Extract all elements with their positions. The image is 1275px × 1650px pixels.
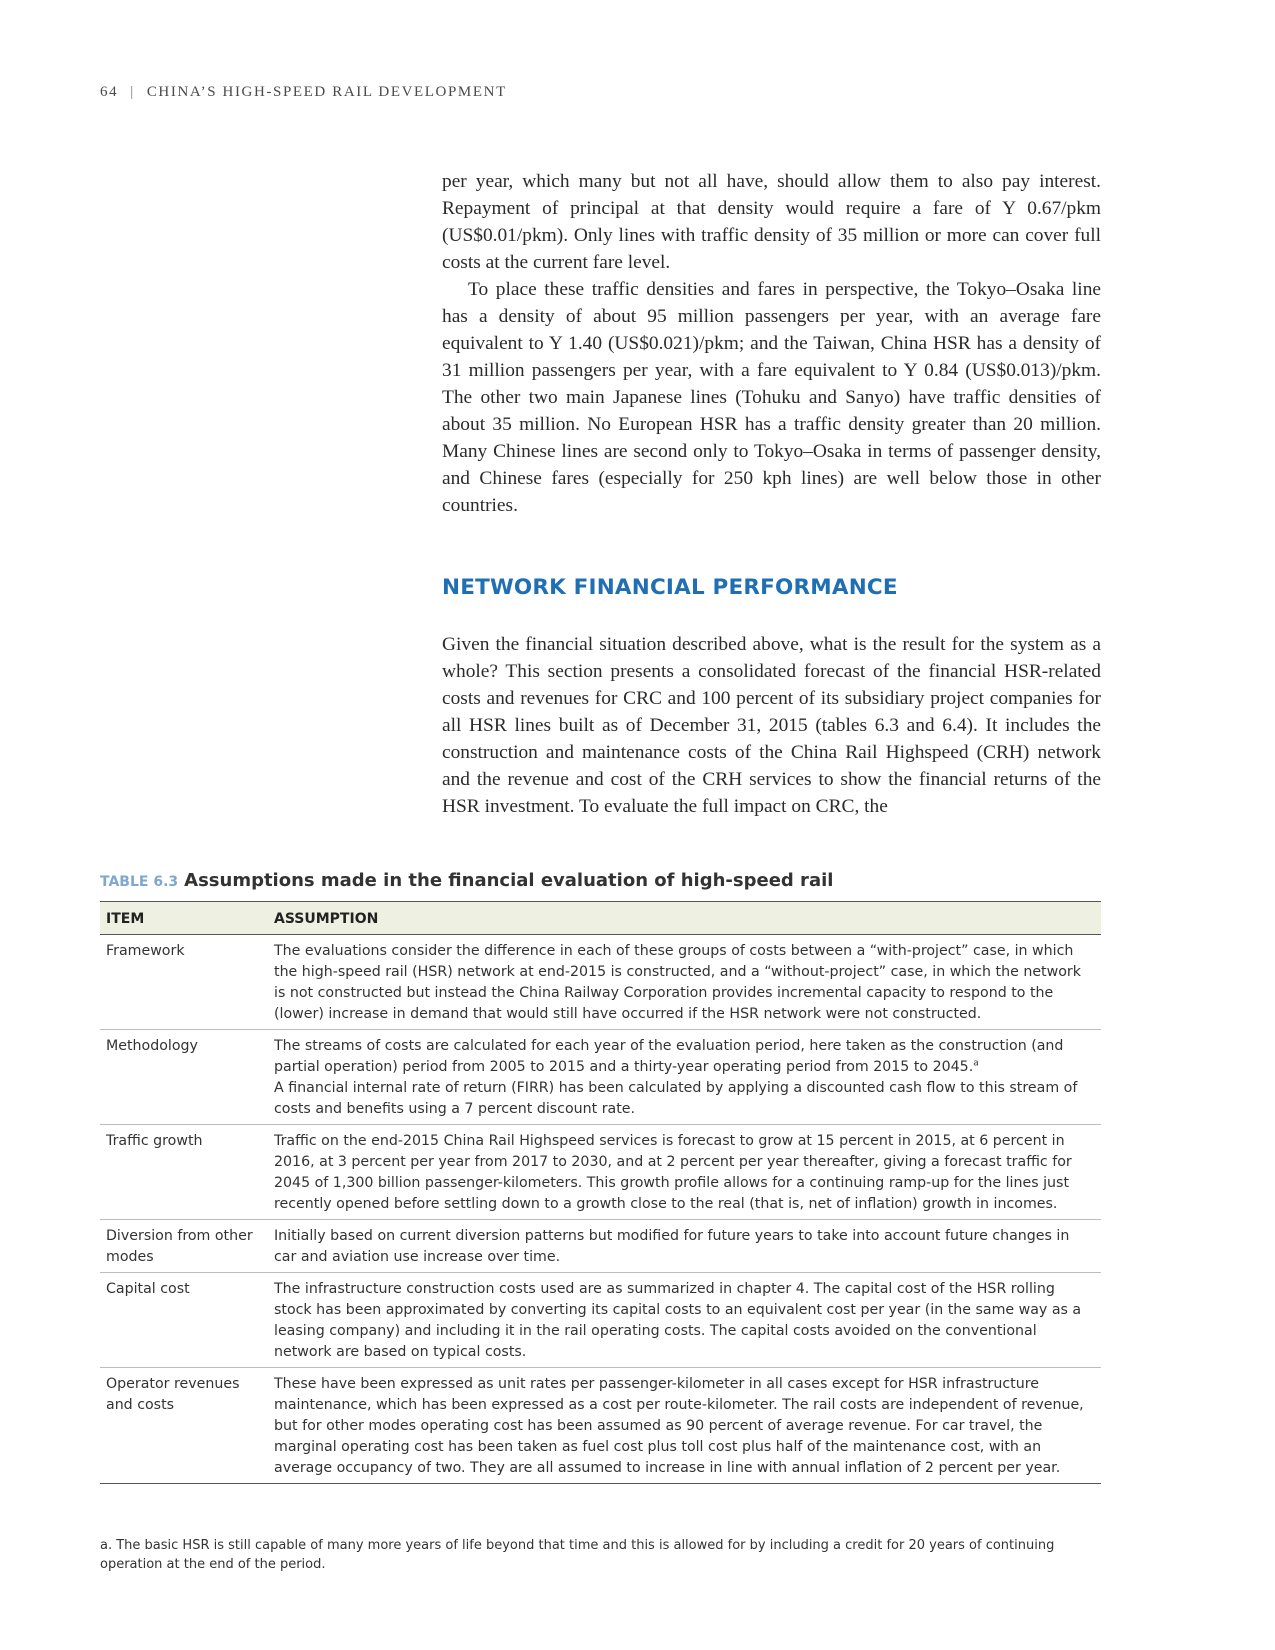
row-item: Methodology (100, 1030, 268, 1125)
running-title: CHINA’S HIGH-SPEED RAIL DEVELOPMENT (146, 84, 507, 100)
body-column-top (442, 168, 1101, 519)
page-number: 64 (100, 84, 119, 100)
table-row (100, 1030, 1101, 1125)
row-assumption: Traffic on the end-2015 China Rail Highspeed services is forecast to grow at 15 percent in 2015, at 6 percent in 2016, at 3 percent per year from 2017 to 2030, and at 2 percent per year thereafter, giving a forecast traffic for 2045 of 1,300 billion passenger-kilometers. This growth profile allows for a continuing ramp-up for the lines just recently opened before settling down to a growth close to the real (that is, net of inflation) growth in incomes. (268, 1125, 1101, 1220)
section-heading: NETWORK FINANCIAL PERFORMANCE (442, 575, 898, 600)
body-column-bottom (442, 631, 1101, 820)
row-item: Capital cost (100, 1273, 268, 1368)
column-header-item: ITEM (100, 902, 268, 935)
paragraph-perspective: To place these traffic densities and fares in perspective, the Tokyo–Osaka line has a density of about 95 million passengers per year, with an average fare equivalent to Y 1.40 (US$0.021)/pkm; and the Taiwan, China HSR has a density of 31 million passengers per year, with a fare equivalent to Y 0.84 (US$0.013)/pkm. The other two main Japanese lines (Tohuku and Sanyo) have traffic densities of about 35 million. No European HSR has a traffic density greater than 20 million. Many Chinese lines are second only to Tokyo–Osaka in terms of passenger density, and Chinese fares (especially for 250 kph lines) are well below those in other countries. (442, 279, 1101, 516)
table-row (100, 1273, 1101, 1368)
assumption-text-continued: A financial internal rate of return (FIRR) has been calculated by applying a discounted cash flow to this stream of costs and benefits using a 7 percent discount rate. (274, 1080, 1078, 1117)
row-item: Framework (100, 935, 268, 1030)
table-header-row (100, 902, 1101, 935)
table-number: TABLE 6.3 (100, 874, 179, 890)
row-assumption: Initially based on current diversion patterns but modified for future years to take into account future changes in car and aviation use increase over time. (268, 1220, 1101, 1273)
row-assumption: The evaluations consider the difference in each of these groups of costs between a “with-project” case, in which the high-speed rail (HSR) network at end-2015 is constructed, and a “without-project” case, in which the network is not constructed but instead the China Railway Corporation provides incremental capacity to respond to the (lower) increase in demand that would still have occurred if the HSR network were not constructed. (268, 935, 1101, 1030)
row-assumption: The infrastructure construction costs used are as summarized in chapter 4. The capital cost of the HSR rolling stock has been approximated by converting its capital costs to an equivalent cost per year (in the same way as a leasing company) and including it in the rail operating costs. The capital costs avoided on the conventional network are based on typical costs. (268, 1273, 1101, 1368)
footnote-marker: a (973, 1058, 979, 1069)
running-head (100, 84, 507, 101)
assumption-text: The streams of costs are calculated for each year of the evaluation period, here taken as the construction (and partial operation) period from 2005 to 2015 and a thirty-year operating period from 2015 to 2045. (274, 1038, 1064, 1075)
paragraph-network-performance: Given the financial situation described above, what is the result for the system as a whole? This section presents a consolidated forecast of the financial HSR-related costs and revenues for CRC and 100 percent of its subsidiary project companies for all HSR lines built as of December 31, 2015 (tables 6.3 and 6.4). It includes the construction and maintenance costs of the China Rail Highspeed (CRH) network and the revenue and cost of the CRH services to show the financial returns of the HSR investment. To evaluate the full impact on CRC, the (442, 634, 1101, 817)
table-row (100, 1125, 1101, 1220)
table-caption (100, 870, 833, 891)
table-row (100, 935, 1101, 1030)
table-title: Assumptions made in the financial evaluation of high-speed rail (184, 870, 834, 891)
header-separator: | (130, 84, 135, 100)
row-assumption (268, 1030, 1101, 1125)
table-row (100, 1368, 1101, 1484)
assumptions-table (100, 901, 1101, 1484)
column-header-assumption: ASSUMPTION (268, 902, 1101, 935)
table-row (100, 1220, 1101, 1273)
table-footnote: a. The basic HSR is still capable of many more years of life beyond that time and this is allowed for by including a credit for 20 years of continuing operation at the end of the period. (100, 1538, 1055, 1572)
row-assumption: These have been expressed as unit rates per passenger-kilometer in all cases except for HSR infrastructure maintenance, which has been expressed as a cost per route-kilometer. The rail costs are independent of revenue, but for other modes operating cost has been assumed as 90 percent of average revenue. For car travel, the marginal operating cost has been taken as fuel cost plus toll cost plus half of the maintenance cost, with an average occupancy of two. They are all assumed to increase in line with annual inflation of 2 percent per year. (268, 1368, 1101, 1484)
row-item: Diversion from other modes (100, 1220, 268, 1273)
row-item: Operator revenues and costs (100, 1368, 268, 1484)
row-item: Traffic growth (100, 1125, 268, 1220)
paragraph-continued: per year, which many but not all have, should allow them to also pay interest. Repayment of principal at that density would require a fare of Y 0.67/pkm (US$0.01/pkm). Only lines with traffic density of 35 million or more can cover full costs at the current fare level. (442, 171, 1101, 273)
